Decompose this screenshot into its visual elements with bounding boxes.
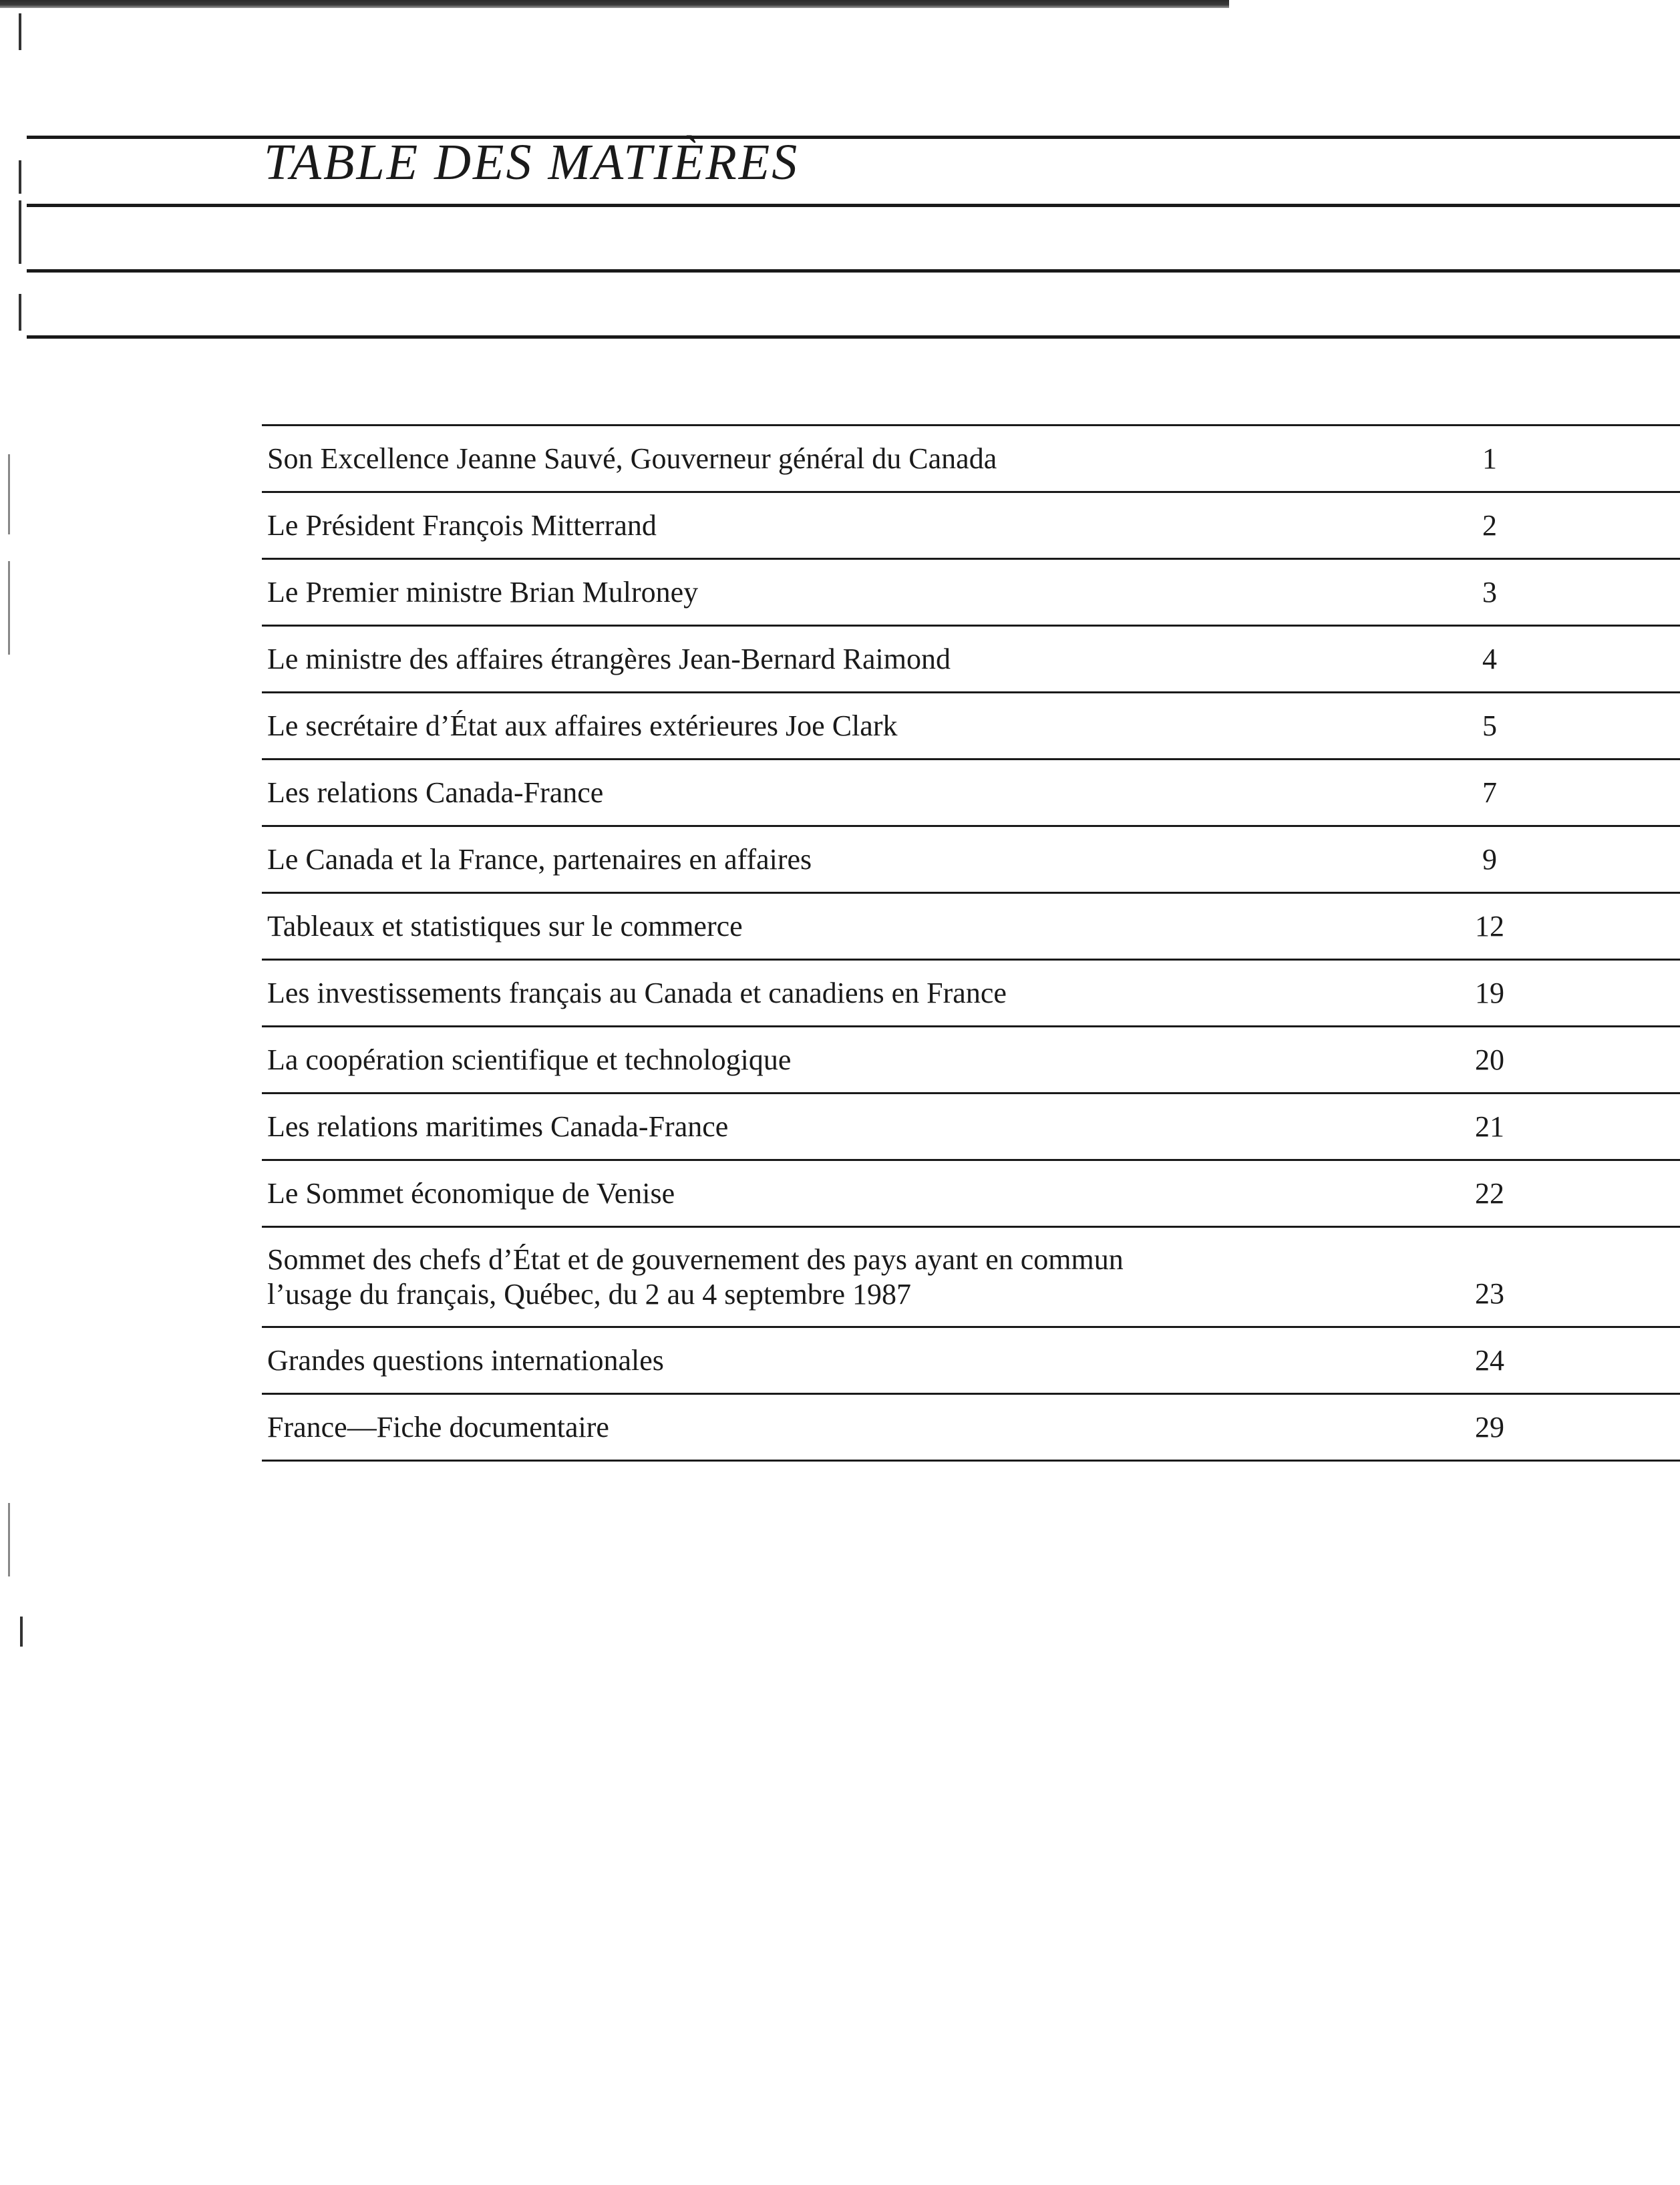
toc-entry-page: 5	[1482, 709, 1497, 742]
toc-entry-page: 12	[1475, 909, 1504, 943]
toc-entry	[262, 760, 1680, 827]
toc-entry-page: 29	[1475, 1410, 1504, 1444]
header-rule	[27, 269, 1680, 273]
toc-entry-title: Le Canada et la France, partenaires en affaires	[267, 842, 812, 876]
toc-entry	[262, 1328, 1680, 1395]
page-title: TABLE DES MATIÈRES	[264, 134, 800, 190]
binding-mark	[19, 200, 21, 264]
binding-mark	[20, 1617, 23, 1647]
toc-entry-title: La coopération scientifique et technologique	[267, 1043, 792, 1076]
toc-entry-page: 23	[1475, 1277, 1504, 1310]
toc-entry-title: Tableaux et statistiques sur le commerce	[267, 909, 743, 943]
toc-entry-title: Grandes questions internationales	[267, 1343, 664, 1377]
toc-entry-title: Le Sommet économique de Venise	[267, 1176, 675, 1210]
header-rule	[27, 335, 1680, 339]
toc-entry	[262, 426, 1680, 493]
binding-mark	[8, 561, 10, 655]
binding-mark	[19, 294, 21, 331]
toc-entry-page: 19	[1475, 976, 1504, 1009]
binding-mark	[19, 13, 21, 50]
binding-mark	[19, 160, 21, 194]
toc-entry-title: Son Excellence Jeanne Sauvé, Gouverneur général du Canada	[267, 442, 997, 475]
toc-entry-title: Le Premier ministre Brian Mulroney	[267, 575, 699, 609]
toc-entry-page: 4	[1482, 642, 1497, 675]
toc-entry	[262, 1395, 1680, 1462]
toc-entry-page: 20	[1475, 1043, 1504, 1076]
toc-entry-page: 1	[1482, 442, 1497, 475]
toc-entry	[262, 1228, 1680, 1328]
toc-entry-page: 2	[1482, 508, 1497, 542]
toc-entry	[262, 1161, 1680, 1228]
toc-entry	[262, 827, 1680, 894]
toc-entry-title: Sommet des chefs d’État et de gouvernement des pays ayant en commun l’usage du français, Québec, du 2 au 4 septembre 1987	[267, 1242, 1124, 1311]
toc-entry	[262, 693, 1680, 760]
toc-entry-page: 21	[1475, 1110, 1504, 1143]
toc-entry-title: Les investissements français au Canada et canadiens en France	[267, 976, 1007, 1009]
toc-entry-page: 3	[1482, 575, 1497, 609]
toc-entry	[262, 894, 1680, 961]
toc-entry-title: Les relations Canada-France	[267, 776, 604, 809]
toc-entry	[262, 961, 1680, 1027]
binding-mark	[8, 454, 10, 534]
toc-entry	[262, 627, 1680, 693]
toc-entry-page: 7	[1482, 776, 1497, 809]
header-rule	[27, 204, 1680, 207]
toc-entry-page: 9	[1482, 842, 1497, 876]
toc-entry-title: France—Fiche documentaire	[267, 1410, 609, 1444]
toc-entry-title: Les relations maritimes Canada-France	[267, 1110, 729, 1143]
toc-entry-page: 24	[1475, 1343, 1504, 1377]
toc-entry-title: Le Président François Mitterrand	[267, 508, 657, 542]
toc-entry	[262, 1094, 1680, 1161]
binding-mark	[8, 1503, 10, 1576]
toc-entry	[262, 560, 1680, 627]
table-of-contents	[262, 424, 1680, 1462]
toc-entry-title: Le secrétaire d’État aux affaires extérieures Joe Clark	[267, 709, 898, 742]
toc-entry-page: 22	[1475, 1176, 1504, 1210]
toc-entry	[262, 1027, 1680, 1094]
scan-edge-top	[0, 0, 1229, 8]
toc-entry-title: Le ministre des affaires étrangères Jean-Bernard Raimond	[267, 642, 951, 675]
toc-entry	[262, 493, 1680, 560]
